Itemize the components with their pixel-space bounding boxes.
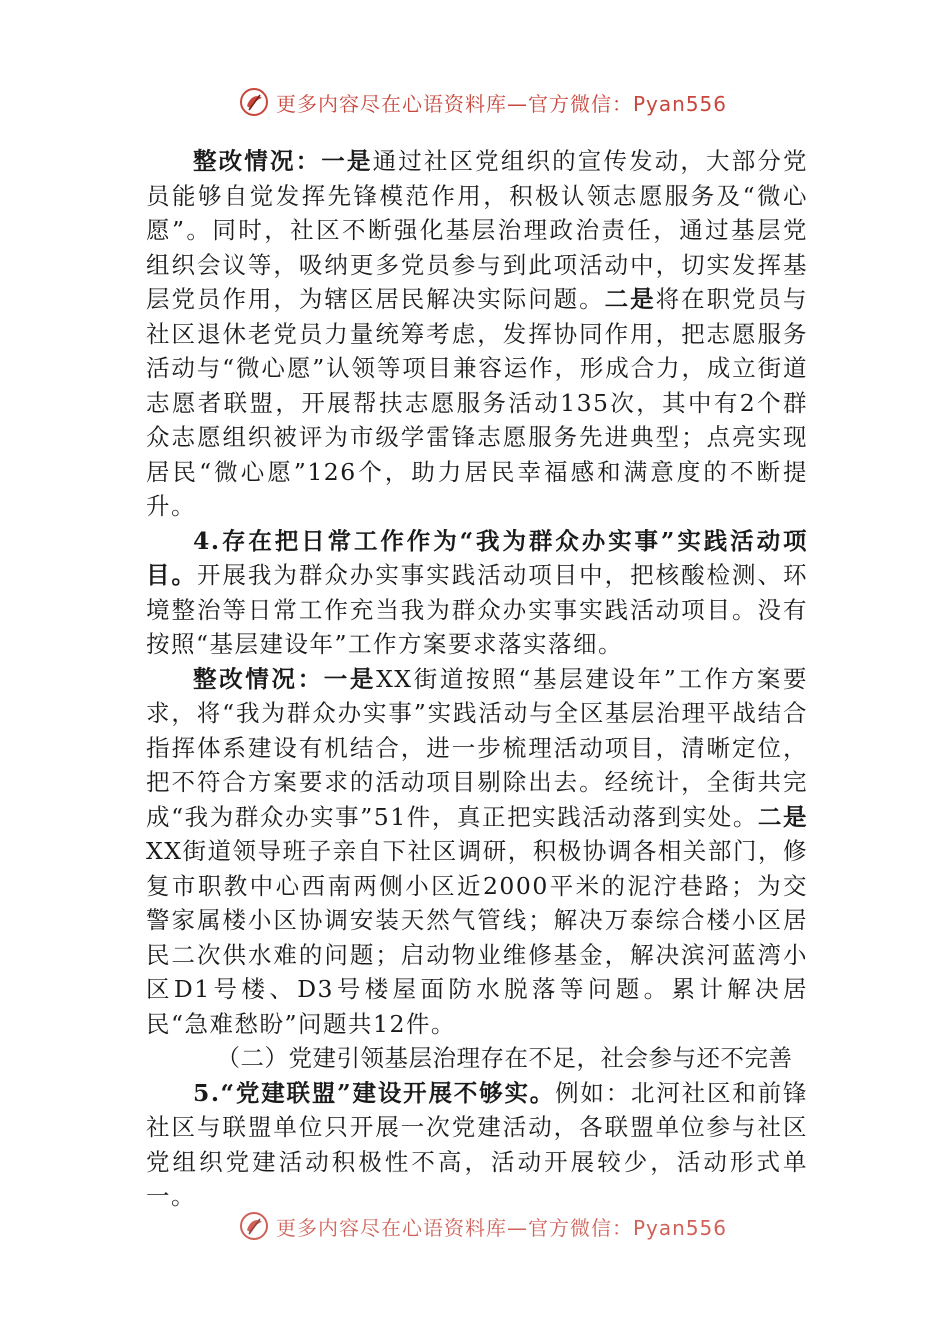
issue-heading: 5.“党建联盟”建设开展不够实。 — [193, 1078, 556, 1107]
logo-icon — [238, 1210, 270, 1242]
rectification-label: 整改情况： — [193, 664, 324, 693]
paragraph-text: XX街道领导班子亲自下社区调研，积极协调各相关部门，修复市职教中心西南两侧小区近2000平米的泥泞巷路；为交警家属楼小区协调安装天然气管线；解决万泰综合楼小区居民二次供水难的问题；启动物业维修基金，解决滨河蓝湾小区D1号楼、D3号楼屋面防水脱落等问题。累计解决居民“急难愁盼”问题共12件。 — [146, 837, 808, 1038]
paragraph-issue-5 — [146, 1076, 808, 1214]
paragraph-text: 将在职党员与社区退休老党员力量统筹考虑，发挥协同作用，把志愿服务活动与“微心愿”认领等项目兼容运作，形成合力，成立街道志愿者联盟，开展帮扶志愿服务活动135次，其中有2个群众志愿组织被评为市级学雷锋志愿服务先进典型；点亮实现居民“微心愿”126个，助力居民幸福感和满意度的不断提升。 — [146, 285, 809, 520]
watermark-footer — [238, 1210, 727, 1242]
watermark-text: 更多内容尽在心语资料库—官方微信：Pyan556 — [276, 91, 728, 116]
paragraph-text: 开展我为群众办实事实践活动项目中，把核酸检测、环境整治等日常工作充当我为群众办实事实践活动项目。没有按照“基层建设年”工作方案要求落实落细。 — [146, 561, 809, 658]
watermark-header — [238, 86, 727, 118]
point-one-label: 一是 — [321, 147, 373, 175]
point-two-label: 二是 — [604, 285, 656, 313]
rectification-label: 整改情况： — [193, 147, 322, 175]
paragraph-text: XX街道按照“基层建设年”工作方案要求，将“我为群众办实事”实践活动与全区基层治理平战结合指挥体系建设有机结合，进一步梳理活动项目，清晰定位，把不符合方案要求的活动项目剔除出去。经统计，全街共完成“我为群众办实事”51件，真正把实践活动落到实处。 — [146, 664, 809, 831]
paragraph-text: 通过社区党组织的宣传发动，大部分党员能够自觉发挥先锋模范作用，积极认领志愿服务及“微心愿”。同时，社区不断强化基层治理政治责任，通过基层党组织会议等，吸纳更多党员参与到此项活动中，切实发挥基层党员作用，为辖区居民解决实际问题。 — [146, 147, 809, 313]
paragraph-issue-4 — [146, 524, 808, 662]
section-heading: （二）党建引领基层治理存在不足，社会参与还不完善 — [216, 1044, 793, 1072]
watermark-text: 更多内容尽在心语资料库—官方微信：Pyan556 — [276, 1215, 728, 1240]
paragraph-rectification-1 — [146, 144, 808, 524]
document-body — [146, 144, 808, 1214]
paragraph-rectification-2 — [146, 662, 808, 1042]
point-two-label: 二是 — [757, 802, 809, 831]
paragraph-text: 例如：北河社区和前锋社区与联盟单位只开展一次党建活动，各联盟单位参与社区党组织党建活动积极性不高，活动开展较少，活动形式单一。 — [146, 1078, 808, 1210]
point-one-label: 一是 — [323, 664, 377, 693]
logo-icon — [238, 86, 270, 118]
issue-heading: 4.存在把日常工作作为“我为群众办实事”实践活动项目。 — [146, 526, 808, 589]
